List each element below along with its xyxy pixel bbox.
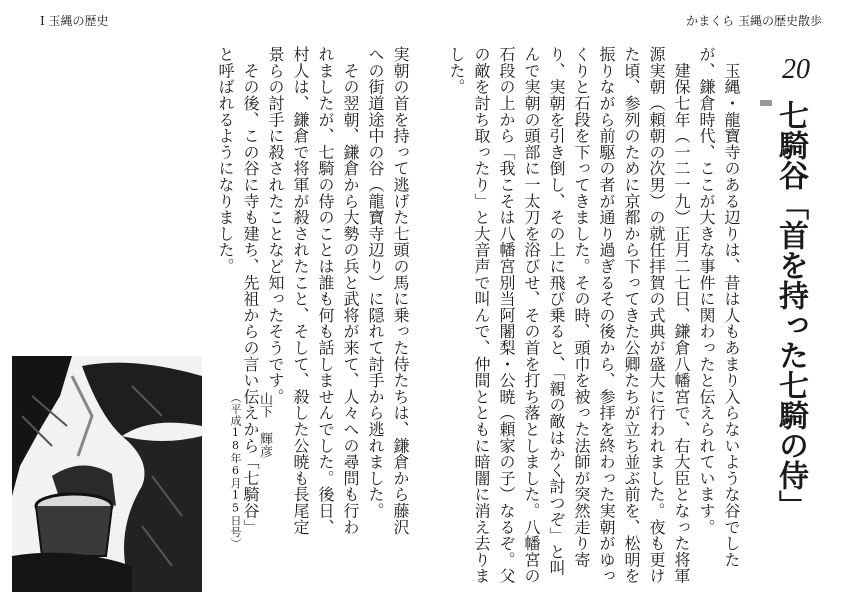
- running-header-right: かまくら 玉縄の歴史散歩: [686, 14, 822, 28]
- publication-date: （平成18年6月15日号）: [229, 392, 242, 549]
- article-body-continued: 実朝の首を持って逃げた七頭の馬に乗った侍たちは、鎌倉から藤沢への街道途中の谷（龍寶寺辺り）に隠れて討手から逃れました。 その翌朝、鎌倉から大勢の兵と武将が来て、人々への尋問も行われましたが、七騎の侍のことは誰も何も話しませんでした。後日、村人は、鎌倉で将軍が殺されたこと、そして、殺した公暁も長尾定景らの討手に殺されたことなど知ったそうです。 その後、この谷に寺も建ち、先祖からの言い伝えから「七騎谷」と呼ばれるようになりました。: [216, 46, 410, 535]
- right-page: [425, 0, 850, 600]
- title-marker: [760, 100, 772, 106]
- article-title: 七騎谷「首を持った七騎の侍」: [773, 100, 808, 520]
- running-header-left: Ⅰ 玉縄の歴史: [40, 14, 109, 28]
- woodcut-illustration: [12, 356, 202, 592]
- author-name: 山下 輝彦: [257, 392, 272, 459]
- article-body: 玉縄・龍寶寺のある辺りは、昔は人もあまり入らないような谷でしたが、鎌倉時代、ここが大きな事件に関わったと伝えられています。 建保七年（一二一九）正月二七日、鎌倉八幡宮で、右大臣となった将軍源実朝（頼朝の次男）の就任拝賀の式典が盛大に行われました。夜も更けた頃、参列のために京都から下ってきた公卿たちが立ち並ぶ前を、松明を振りながら前駆の者が通り過ぎるその後から、参拝を終わった実朝がゆっくりと石段を下ってきました。その時、頭巾を被った法師が突然走り寄り、実朝を引き倒し、その上に飛び乗ると、「親の敵はかく討つぞ」と叫んで実朝の頭部に一太刀を浴びせ、その首を打ち落としました。八幡宮の石段の上から「我こそは八幡宮別当阿闍梨・公暁（頼家の子）なるぞ。父の敵を討ち取ったり」と大音声で叫んで、仲間とともに暗闇に消え去りました。: [447, 46, 741, 584]
- article-number: 20: [782, 54, 810, 85]
